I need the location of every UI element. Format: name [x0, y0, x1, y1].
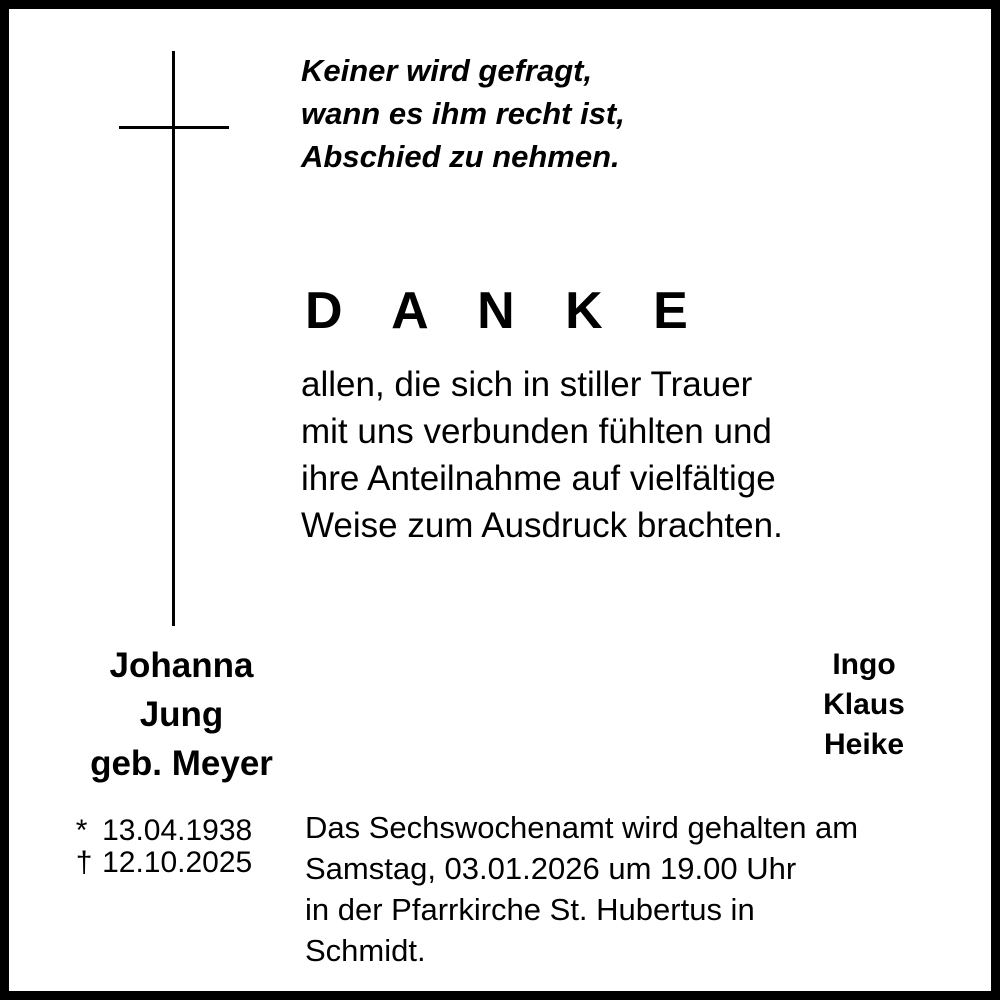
thanks-line-3: ihre Anteilnahme auf vielfältige — [301, 459, 776, 498]
memorial-quote — [301, 49, 921, 178]
quote-line-1: Keiner wird gefragt, — [301, 53, 593, 88]
service-line-4: Schmidt. — [305, 933, 426, 968]
page-title: D A N K E — [305, 282, 706, 340]
death-date: 12.10.2025 — [102, 846, 253, 879]
deceased-name — [39, 641, 324, 788]
cross-vertical-bar — [172, 51, 175, 626]
deceased-first-name: Johanna — [109, 646, 254, 685]
survivors-list — [749, 645, 979, 765]
service-line-2: Samstag, 03.01.2026 um 19.00 Uhr — [305, 851, 797, 886]
cross-horizontal-bar — [119, 126, 229, 129]
service-line-1: Das Sechswochenamt wird gehalten am — [305, 810, 859, 845]
deceased-last-name: Jung — [139, 695, 224, 734]
deceased-dates — [39, 815, 289, 879]
cross-dagger-icon: † — [75, 846, 93, 879]
list-item: Ingo — [832, 648, 896, 681]
birth-date: 13.04.1938 — [102, 814, 253, 847]
obituary-inner — [9, 9, 991, 991]
quote-line-3: Abschied zu nehmen. — [301, 139, 620, 174]
birth-symbol-icon: * — [75, 814, 88, 847]
list-item: Heike — [823, 728, 905, 761]
thanks-line-4: Weise zum Ausdruck brachten. — [301, 506, 783, 545]
service-line-3: in der Pfarrkirche St. Hubertus in — [305, 892, 755, 927]
deceased-maiden-name: geb. Meyer — [90, 744, 273, 783]
list-item: Klaus — [823, 688, 905, 721]
death-date-line — [39, 847, 289, 879]
thanks-line-2: mit uns verbunden fühlten und — [301, 412, 772, 451]
quote-line-2: wann es ihm recht ist, — [301, 96, 625, 131]
thanks-text — [301, 361, 969, 549]
thanks-line-1: allen, die sich in stiller Trauer — [301, 365, 753, 404]
birth-date-line — [39, 815, 289, 847]
christian-cross-icon — [119, 51, 229, 626]
service-notice — [305, 807, 973, 971]
